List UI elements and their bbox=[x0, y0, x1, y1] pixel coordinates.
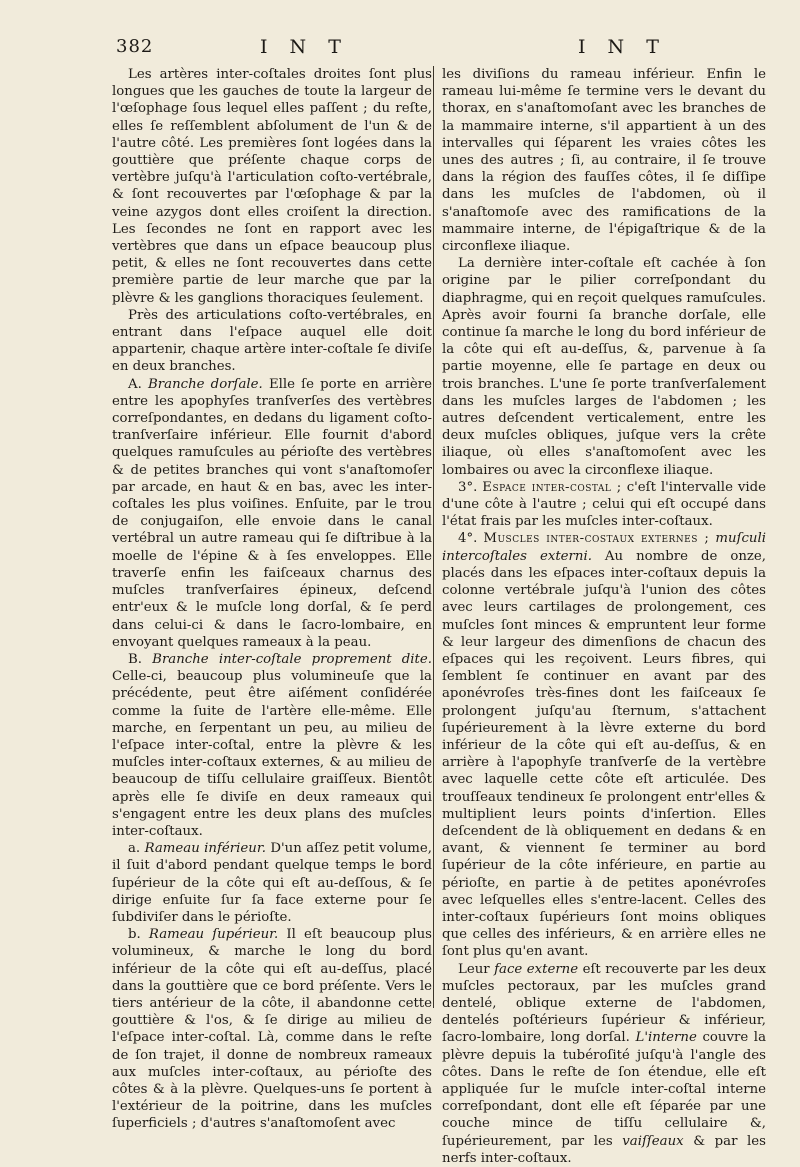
section-number: 4°. bbox=[458, 531, 478, 547]
paragraph bbox=[442, 479, 766, 531]
paragraph bbox=[112, 926, 432, 1132]
paragraph bbox=[442, 530, 766, 960]
section-label: B. bbox=[128, 651, 142, 667]
section-title: Rameau inférieur. bbox=[144, 841, 266, 857]
section-label: A. bbox=[128, 376, 142, 392]
column-divider bbox=[433, 66, 434, 1008]
text-run: eſt recouverte par les deux muſcles pectoraux, par les muſcles grand dentelé, oblique externe de l'abdomen, dentelés poſtérieurs ſupérieur & inférieur, ſacro-lombaire, long dorſal. bbox=[442, 961, 767, 1046]
text-run: & par les nerfs inter-coſtaux. bbox=[442, 1133, 766, 1166]
section-title: Branche inter-coſtale proprement dite. bbox=[152, 651, 432, 667]
paragraph-text: Au nombre de onze, placés dans les eſpaces inter-coſtaux depuis la colonne vertébrale juſqu'à l'union des côtes avec leurs cartilages de prolongement, ces muſcles ſont minces & empruntent leur forme & leur largeur des dimenſions de chacun des eſpaces qui les reçoivent. Leurs fibres, qui ſemblent ſe continuer en avant par des aponévroſes très-fines dont les faiſceaux ſe prolongent juſqu'au ſternum, s'attachent ſupérieurement à la lèvre externe du bord inférieur de la côte qui eſt au-deſſus, & en arrière à l'apophyſe tranſverſe de la vertèbre avec laquelle cette côte eſt articulée. Des trouſſeaux tendineux ſe prolongent entr'elles & multiplient leurs points d'inſertion. Elles deſcendent de là obliquement en dedans & en avant, & viennent ſe terminer au bord ſupérieur de la côte inférieure, en partie au périoſte, en partie à de petites aponévroſes avec leſquelles elles s'entre-lacent. Celles des inter-coſtaux ſupérieurs ſont moins obliques que celles des inférieurs, & en arrière elles ne ſont plus qu'en avant. bbox=[442, 548, 766, 960]
paragraph bbox=[112, 376, 432, 651]
section-number: 3°. bbox=[458, 479, 478, 495]
paragraph bbox=[442, 961, 766, 1167]
paragraph: Près des articulations coſto-vertébrales, en entrant dans l'eſpace auquel elle doit appartenir, chaque artère inter-coſtale ſe diviſe en deux branches. bbox=[112, 307, 432, 375]
paragraph bbox=[112, 840, 432, 926]
page-number: 382 bbox=[116, 36, 154, 57]
paragraph: les diviſions du rameau inférieur. Enfin le rameau lui-même ſe termine vers le devant du thorax, en s'anaſtomoſant avec les branches de la mammaire interne, s'il appartient à un des intervalles qui ſéparent les vraies côtes les unes des autres ; ſi, au contraire, il ſe trouve dans la région des fauſſes côtes, il ſe diſſipe dans les muſcles de l'abdomen, où il s'anaſtomoſe avec des ramifications de la mammaire interne, de l'épigaſtrique & de la circonflexe iliaque. bbox=[442, 67, 766, 255]
text-run: Leur bbox=[458, 961, 490, 977]
paragraph-text: Celle-ci, beaucoup plus volumineuſe que la précédente, peut être aiſément conſidérée comme la ſuite de l'artère elle-même. Elle marche, en ſerpentant un peu, au milieu de l'eſpace inter-coſtal, entre la plèvre & les muſcles inter-coſtaux externes, & au milieu de beaucoup de tiſſu cellulaire graiſſeux. Bientôt après elle ſe diviſe en deux rameaux qui s'engagent entre les deux plans des muſcles inter-coſtaux. bbox=[112, 669, 432, 839]
paragraph bbox=[112, 651, 432, 840]
running-head-right: I N T bbox=[578, 36, 667, 58]
section-title: Branche dorſale. bbox=[148, 376, 263, 392]
italic-term: vaiſſeaux bbox=[622, 1133, 684, 1149]
paragraph-text: c'eſt l'intervalle vide d'une côte à l'autre ; celui qui eſt occupé dans l'état frais par les muſcles inter-coſtaux. bbox=[442, 479, 766, 530]
text-run: couvre la plèvre depuis la tubéroſité juſqu'à l'angle des côtes. Dans le reſte de ſon étendue, elle eſt appliquée ſur le muſcle inter-coſtal interne correſpondant, dont elle eſt ſéparée par une couche mince de tiſſu cellulaire &, ſupérieurement, par les bbox=[442, 1030, 766, 1149]
page-header bbox=[0, 36, 800, 60]
left-column bbox=[112, 66, 432, 1133]
paragraph-text: Il eſt beaucoup plus volumineux, & marche le long du bord inférieur de la côte qui eſt au-deſſus, placé dans la gouttière que ce bord préſente. Vers le tiers antérieur de la côte, il abandonne cette gouttière & l'os, & ſe dirige au milieu de l'eſpace inter-coſtal. Là, comme dans le reſte de ſon trajet, il donne de nombreux rameaux aux muſcles inter-coſtaux, au périoſte des côtes & à la plèvre. Quelques-uns ſe portent à l'extérieur de la poitrine, dans les muſcles ſuperficiels ; d'autres s'anaſtomoſent avec bbox=[112, 927, 432, 1132]
paragraph-text: Elle ſe porte en arrière entre les apophyſes tranſverſes des vertèbres correſpondantes, en dedans du ligament coſto-tranſverſaire inférieur. Elle fournit d'abord quelques ramuſcules au périoſte des vertèbres & de petites branches qui vont s'anaſtomoſer par arcade, en haut & en bas, avec les inter-coſtales les plus voiſines. Enſuite, par le trou de conjugaiſon, elle envoie dans le canal vertébral un autre rameau qui ſe diſtribue à la moelle de l'épine & à ſes enveloppes. Elle traverſe enfin les faiſceaux charnus des muſcles tranſverſaires épineux, deſcend entr'eux & le muſcle long dorſal, & ſe perd dans celui-ci & dans le ſacro-lombaire, en envoyant quelques rameaux à la peau. bbox=[112, 376, 432, 650]
section-label: b. bbox=[128, 927, 141, 943]
section-heading: Espace inter-costal ; bbox=[482, 479, 622, 495]
paragraph: Les artères inter-coſtales droites ſont plus longues que les gauches de toute la largeur de l'œſophage ſous lequel elles paſſent ; du reſte, elles ſe reſſemblent abſolument de l'un & de l'autre côté. Les premières ſont logées dans la gouttière que préſente chaque corps de vertèbre juſqu'à l'articulation coſto-vertébrale, & ſont recouvertes par l'œſophage & par la veine azygos dont elles croiſent la direction. Les ſecondes ne ſont en rapport avec les vertèbres que dans un eſpace beaucoup plus petit, & elles ne ſont recouvertes dans cette première partie de leur marche que par la plèvre & les ganglions thoraciques ſeulement. bbox=[112, 67, 432, 306]
paragraph-text: D'un aſſez petit volume, il ſuit d'abord pendant quelque temps le bord ſupérieur de la côte qui eſt au-deſſous, & ſe dirige enſuite ſur ſa face externe pour ſe ſubdiviſer dans le périoſte. bbox=[112, 841, 432, 925]
italic-term: face externe bbox=[494, 961, 579, 977]
section-heading: Muscles inter-costaux externes ; bbox=[483, 531, 710, 547]
paragraph: La dernière inter-coſtale eſt cachée à ſon origine par le pilier correſpondant du diaphragme, qui en reçoit quelques ramuſcules. Après avoir fourni ſa branche dorſale, elle continue ſa marche le long du bord inférieur de la côte qui eſt au-deſſus, &, parvenue à ſa partie moyenne, elle ſe partage en deux ou trois branches. L'une ſe porte tranſverſalement dans les muſcles larges de l'abdomen ; les autres deſcendent verticalement, entre les deux muſcles obliques, juſque vers la crête iliaque, où elles s'anaſtomoſent avec les lombaires ou avec la circonflexe iliaque. bbox=[442, 256, 766, 478]
right-column bbox=[442, 66, 766, 1167]
latin-term: muſculi intercoſtales externi. bbox=[442, 531, 767, 564]
section-title: Rameau ſupérieur. bbox=[148, 927, 279, 943]
italic-term: L'interne bbox=[635, 1030, 697, 1046]
running-head-left: I N T bbox=[260, 36, 349, 58]
section-label: a. bbox=[128, 841, 141, 857]
